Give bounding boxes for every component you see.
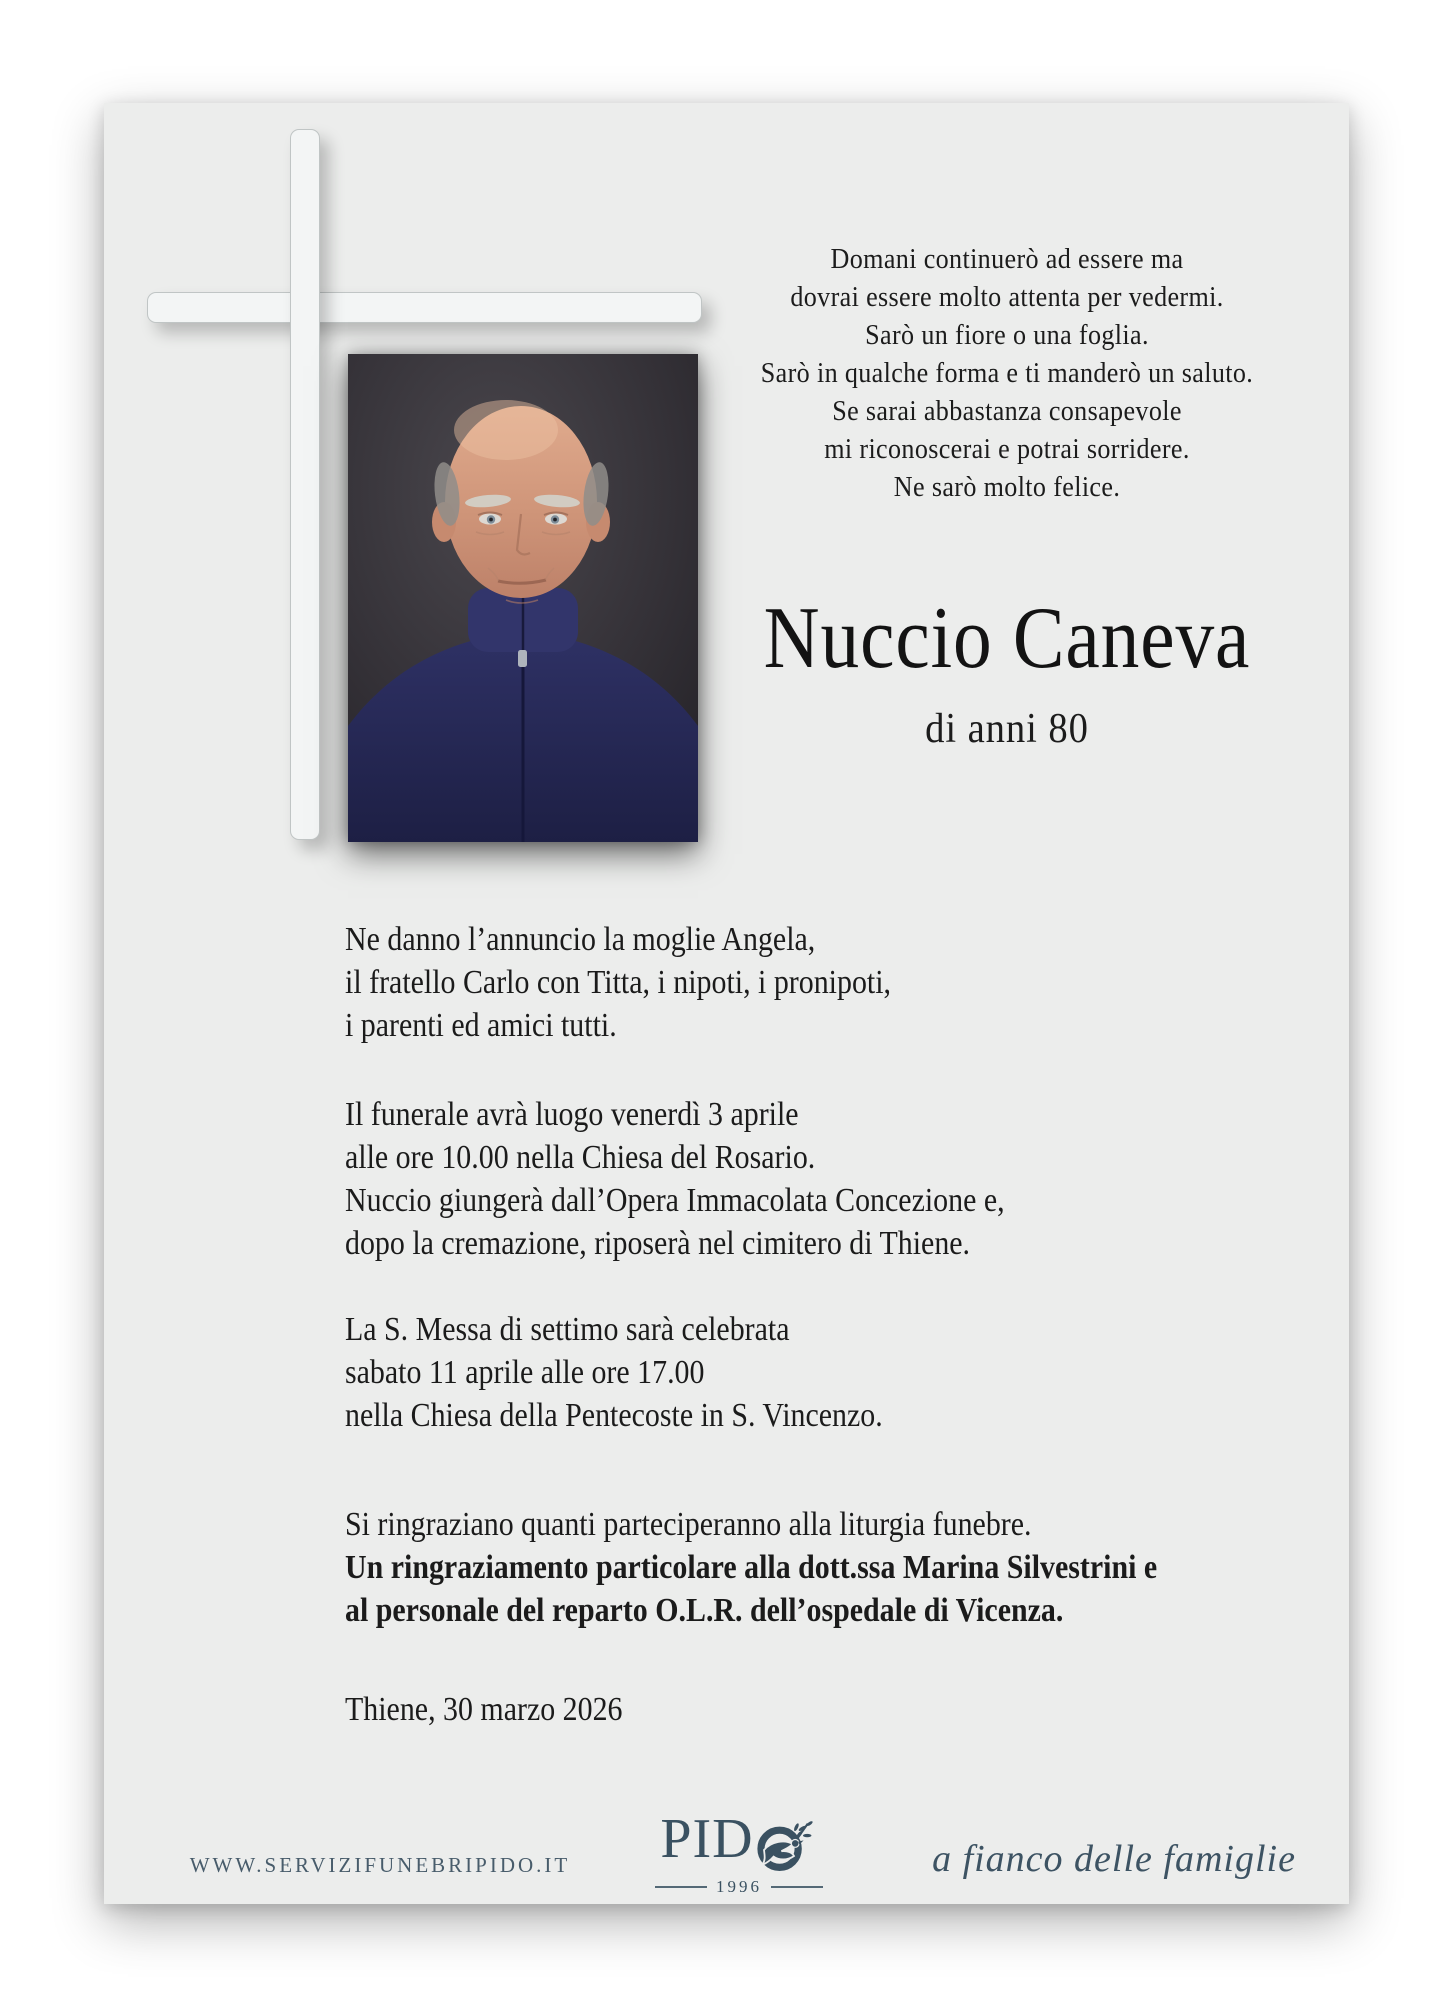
poem-line: dovrai essere molto attenta per vedermi.: [790, 281, 1224, 313]
portrait-photo: [348, 354, 698, 842]
latin-cross-icon-vertical-bar: [290, 129, 320, 840]
pido-logo-year: 1996: [716, 1877, 762, 1896]
poem-line: Sarò in qualche forma e ti manderò un saluto.: [760, 357, 1254, 389]
mass-line: La S. Messa di settimo sarà celebrata: [345, 1311, 790, 1348]
funeral-line: Il funerale avrà luogo venerdì 3 aprile: [345, 1096, 799, 1133]
funeral-line: alle ore 10.00 nella Chiesa del Rosario.: [345, 1139, 816, 1176]
brand-tagline: a fianco delle famiglie: [932, 1838, 1296, 1880]
poem-line: Se sarai abbastanza consapevole: [832, 395, 1182, 427]
pido-logo-row: [644, 1809, 834, 1875]
logo-rule-left: [655, 1886, 707, 1888]
pido-logo: [644, 1809, 834, 1897]
thanks-paragraph: [345, 1503, 1278, 1632]
thanks-intro-line: Si ringraziano quanti parteciperanno alla liturgia funebre.: [345, 1506, 1032, 1543]
website-url: WWW.SERVIZIFUNEBRIPIDO.IT: [189, 1853, 571, 1877]
mass-line: sabato 11 aprile alle ore 17.00: [345, 1354, 705, 1391]
pido-logo-text: PID: [660, 1808, 754, 1870]
announcement-line: i parenti ed amici tutti.: [345, 1007, 617, 1044]
announcement-paragraph: [345, 918, 1278, 1047]
deceased-age: di anni 80: [925, 706, 1089, 752]
poem-block: [692, 240, 1322, 506]
latin-cross-icon-horizontal-bar: [147, 292, 702, 323]
memorial-panel: [104, 103, 1349, 1904]
funeral-line: Nuccio giungerà dall’Opera Immacolata Concezione e,: [345, 1182, 1005, 1219]
mass-paragraph: [345, 1308, 1278, 1437]
announcement-line: Ne danno l’annuncio la moglie Angela,: [345, 921, 816, 958]
thanks-bold-line: Un ringraziamento particolare alla dott.ssa Marina Silvestrini e: [345, 1549, 1158, 1586]
funeral-line: dopo la cremazione, riposerà nel cimitero di Thiene.: [345, 1225, 971, 1262]
thanks-bold-line: al personale del reparto O.L.R. dell’ospedale di Vicenza.: [345, 1592, 1064, 1629]
pido-logo-year-row: [644, 1877, 834, 1897]
dove-olive-branch-icon: [752, 1813, 818, 1875]
portrait-photo-illustration: [348, 354, 698, 842]
dateline: Thiene, 30 marzo 2026: [345, 1691, 623, 1728]
mass-line: nella Chiesa della Pentecoste in S. Vincenzo.: [345, 1397, 883, 1434]
poem-line: Domani continuerò ad essere ma: [830, 243, 1184, 275]
deceased-name: Nuccio Caneva: [763, 590, 1251, 687]
funeral-paragraph: [345, 1093, 1278, 1265]
logo-rule-right: [771, 1886, 823, 1888]
announcement-line: il fratello Carlo con Titta, i nipoti, i pronipoti,: [345, 964, 892, 1001]
poem-line: Sarò un fiore o una foglia.: [865, 319, 1149, 351]
poem-line: mi riconoscerai e potrai sorridere.: [824, 433, 1190, 465]
poem-line: Ne sarò molto felice.: [893, 471, 1121, 503]
